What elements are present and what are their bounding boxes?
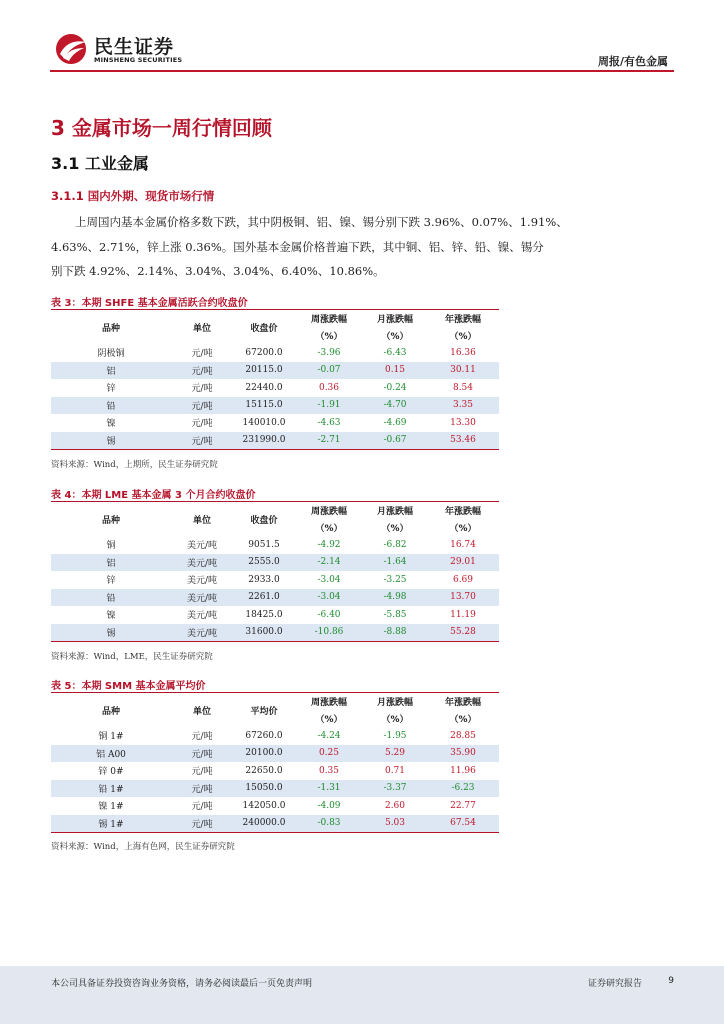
header-cell: 单位	[192, 706, 211, 717]
table-cell: 镍	[106, 419, 116, 430]
header-cell: 周涨跌幅	[310, 698, 347, 708]
table-cell: -3.37	[363, 780, 427, 798]
header-cell: 年涨跌幅	[444, 315, 481, 325]
header-cell: 年涨跌幅	[444, 698, 481, 708]
header-cell: 品种	[101, 323, 120, 334]
table-cell: -4.92	[317, 539, 341, 550]
table-cell: -0.07	[295, 362, 363, 380]
table-cell: 55.28	[427, 624, 499, 642]
table-cell: -6.23	[427, 780, 499, 798]
table-cell: 15050.0	[233, 780, 295, 798]
table-cell: 2.60	[384, 800, 406, 811]
table-shfe	[51, 309, 499, 450]
paragraph-line: 上周国内基本金属价格多数下跌，其中阴极铜、铝、镍、锡分别下跌 3.96%、0.07%、1.91%、	[75, 215, 568, 229]
minsheng-logo-icon	[54, 32, 90, 66]
table-cell: 2261.0	[233, 589, 295, 607]
table-cell: 13.30	[450, 417, 476, 428]
table-cell: 元/吨	[191, 419, 213, 430]
table-cell: 铅 1#	[51, 780, 171, 798]
table-cell: 元/吨	[171, 745, 233, 763]
table-cell: -6.40	[317, 609, 341, 620]
table-cell: 锌	[106, 384, 116, 395]
table-cell: 铝	[51, 554, 171, 572]
table-cell: -2.14	[295, 554, 363, 572]
table-cell: 元/吨	[171, 362, 233, 380]
table-source-note: 资料来源：Wind，LME，民生证券研究院	[51, 652, 213, 662]
table-cell: -4.63	[317, 417, 341, 428]
table-cell: 11.96	[450, 765, 476, 776]
table-title-smm: 表 5：本期 SMM 基本金属平均价	[51, 681, 206, 692]
header-cell: 单位	[192, 515, 211, 526]
table-cell: 5.29	[363, 745, 427, 763]
header-cell: 单位	[192, 323, 211, 334]
table-cell: 美元/吨	[186, 611, 218, 622]
table-cell: 2933.0	[248, 574, 280, 585]
table-cell: 3.35	[427, 397, 499, 415]
table-cell: 22440.0	[245, 382, 283, 393]
page-number: 9	[668, 976, 674, 986]
header-cell: 品种	[101, 706, 120, 717]
table-cell: 铝 A00	[51, 745, 171, 763]
header-unit-cell: （%）	[449, 715, 477, 725]
table-cell: -3.96	[317, 347, 341, 358]
table-cell: 67.54	[427, 815, 499, 833]
header-unit-cell: （%）	[315, 715, 343, 725]
table-cell: 元/吨	[171, 397, 233, 415]
paragraph-line: 4.63%、2.71%，锌上涨 0.36%。国外基本金属价格普遍下跌，其中铜、铝、锌、铅、镍、锡分	[51, 239, 544, 254]
table-row	[51, 536, 499, 554]
table-row	[51, 745, 499, 763]
table-cell: 0.35	[318, 765, 340, 776]
table-cell: -3.25	[383, 574, 407, 585]
table-row	[51, 797, 499, 815]
table-cell: -4.69	[383, 417, 407, 428]
table-cell: 锡	[51, 624, 171, 642]
table-row	[51, 379, 499, 397]
table-row	[51, 780, 499, 798]
header-cell: 收盘价	[250, 323, 278, 334]
table-cell: 0.15	[363, 362, 427, 380]
table-cell: 0.36	[318, 382, 340, 393]
table-cell: -1.95	[383, 730, 407, 741]
table-cell: 0.25	[295, 745, 363, 763]
table-cell: 元/吨	[191, 767, 213, 778]
table-cell: -0.67	[363, 432, 427, 450]
table-row	[51, 606, 499, 624]
table-cell: -1.31	[295, 780, 363, 798]
table-cell: 67200.0	[245, 347, 283, 358]
table-cell: 22.77	[450, 800, 476, 811]
summary-paragraph	[51, 210, 571, 284]
table-cell: 阴极铜	[97, 349, 125, 360]
table-source-note: 资料来源：Wind，上期所，民生证券研究院	[51, 460, 218, 470]
table-cell: 13.70	[427, 589, 499, 607]
report-category: 周报/有色金属	[597, 55, 668, 68]
header-unit-cell: （%）	[449, 332, 477, 342]
table-cell: 镍 1#	[98, 802, 124, 813]
table-cell: 53.46	[427, 432, 499, 450]
table-cell: 29.01	[427, 554, 499, 572]
table-cell: 铜 1#	[98, 732, 124, 743]
table-cell: 锡	[51, 432, 171, 450]
table-cell: 16.36	[450, 347, 476, 358]
table-cell: 元/吨	[171, 780, 233, 798]
table-lme	[51, 501, 499, 642]
table-cell: 6.69	[452, 574, 474, 585]
table-cell: 240000.0	[233, 815, 295, 833]
table-cell: 美元/吨	[186, 576, 218, 587]
table-cell: 5.03	[363, 815, 427, 833]
table-cell: 锌 0#	[98, 767, 124, 778]
table-cell: 美元/吨	[171, 624, 233, 642]
table-cell: 铜	[106, 541, 116, 552]
table-title-lme: 表 4：本期 LME 基本金属 3 个月合约收盘价	[51, 490, 256, 501]
table-cell: -10.86	[295, 624, 363, 642]
table-row	[51, 414, 499, 432]
table-cell: -6.82	[383, 539, 407, 550]
table-row	[51, 571, 499, 589]
table-cell: 铝	[51, 362, 171, 380]
subsubsection-title: 3.1.1 国内外期、现货市场行情	[51, 189, 215, 203]
table-cell: 9051.5	[248, 539, 280, 550]
table-cell: 锌	[106, 576, 116, 587]
table-cell: 18425.0	[245, 609, 283, 620]
header-cell: 月涨跌幅	[376, 698, 413, 708]
header-cell: 品种	[101, 515, 120, 526]
subsection-title: 3.1 工业金属	[51, 154, 149, 173]
table-cell: 16.74	[450, 539, 476, 550]
table-cell: -3.04	[295, 589, 363, 607]
table-cell: 美元/吨	[171, 589, 233, 607]
table-cell: 2555.0	[233, 554, 295, 572]
paragraph-line: 别下跌 4.92%、2.14%、3.04%、3.04%、6.40%、10.86%。	[51, 264, 385, 278]
table-row	[51, 362, 499, 380]
table-cell: 35.90	[427, 745, 499, 763]
table-cell: 元/吨	[191, 802, 213, 813]
table-cell: 15115.0	[233, 397, 295, 415]
table-row	[51, 762, 499, 780]
table-cell: 8.54	[452, 382, 474, 393]
table-cell: 0.71	[384, 765, 406, 776]
footer-report-type: 证券研究报告	[587, 979, 642, 989]
table-cell: 元/吨	[191, 349, 213, 360]
logo-chinese-name: 民生证券	[94, 36, 175, 58]
table-row	[51, 554, 499, 572]
header-unit-cell: （%）	[315, 332, 343, 342]
table-cell: 美元/吨	[186, 541, 218, 552]
table-cell: -1.91	[295, 397, 363, 415]
table-cell: 元/吨	[191, 732, 213, 743]
table-cell: 元/吨	[171, 815, 233, 833]
header-cell: 周涨跌幅	[310, 507, 347, 517]
table-smm	[51, 692, 499, 833]
table-row	[51, 624, 499, 642]
table-cell: 31600.0	[233, 624, 295, 642]
table-cell: 镍	[106, 611, 116, 622]
table-cell: 22650.0	[245, 765, 283, 776]
table-cell: 67260.0	[245, 730, 283, 741]
table-title-shfe: 表 3：本期 SHFE 基本金属活跃合约收盘价	[51, 298, 248, 309]
table-cell: -4.98	[363, 589, 427, 607]
table-cell: 20100.0	[233, 745, 295, 763]
header-cell: 月涨跌幅	[376, 315, 413, 325]
header-cell: 月涨跌幅	[376, 507, 413, 517]
header-unit-cell: （%）	[381, 715, 409, 725]
table-cell: 铅	[51, 589, 171, 607]
company-logo	[54, 30, 194, 70]
header-unit-cell: （%）	[315, 524, 343, 534]
table-cell: 锡 1#	[51, 815, 171, 833]
header-cell: 周涨跌幅	[310, 315, 347, 325]
table-cell: -0.24	[383, 382, 407, 393]
header-unit-cell: （%）	[381, 332, 409, 342]
footer-disclaimer: 本公司具备证券投资咨询业务资格，请务必阅读最后一页免责声明	[51, 979, 313, 989]
section-title: 3 金属市场一周行情回顾	[51, 116, 272, 140]
header-cell: 平均价	[250, 706, 278, 717]
page-header	[0, 0, 724, 80]
table-cell: 元/吨	[171, 432, 233, 450]
page-footer	[0, 966, 724, 1024]
table-cell: 元/吨	[191, 384, 213, 395]
table-cell: -6.43	[383, 347, 407, 358]
table-cell: 142050.0	[242, 800, 286, 811]
table-source-note: 资料来源：Wind，上海有色网，民生证券研究院	[51, 842, 235, 852]
table-row	[51, 344, 499, 362]
table-cell: -8.88	[363, 624, 427, 642]
table-cell: -3.04	[317, 574, 341, 585]
table-cell: 美元/吨	[171, 554, 233, 572]
table-cell: -2.71	[295, 432, 363, 450]
header-unit-cell: （%）	[381, 524, 409, 534]
table-cell: 20115.0	[233, 362, 295, 380]
table-cell: -0.83	[295, 815, 363, 833]
header-cell: 年涨跌幅	[444, 507, 481, 517]
table-cell: -4.70	[363, 397, 427, 415]
table-cell: -4.09	[317, 800, 341, 811]
table-cell: -1.64	[363, 554, 427, 572]
table-cell: 28.85	[450, 730, 476, 741]
table-row	[51, 432, 499, 450]
table-cell: 铅	[51, 397, 171, 415]
table-cell: -5.85	[383, 609, 407, 620]
header-divider	[50, 70, 674, 72]
header-unit-cell: （%）	[449, 524, 477, 534]
logo-english-name: MINSHENG SECURITIES	[94, 56, 183, 64]
table-cell: 140010.0	[242, 417, 286, 428]
table-cell: 11.19	[450, 609, 476, 620]
table-cell: -4.24	[317, 730, 341, 741]
table-row	[51, 589, 499, 607]
table-row	[51, 815, 499, 833]
table-cell: 30.11	[427, 362, 499, 380]
header-cell: 收盘价	[250, 515, 278, 526]
table-row	[51, 397, 499, 415]
table-cell: 231990.0	[233, 432, 295, 450]
table-row	[51, 727, 499, 745]
